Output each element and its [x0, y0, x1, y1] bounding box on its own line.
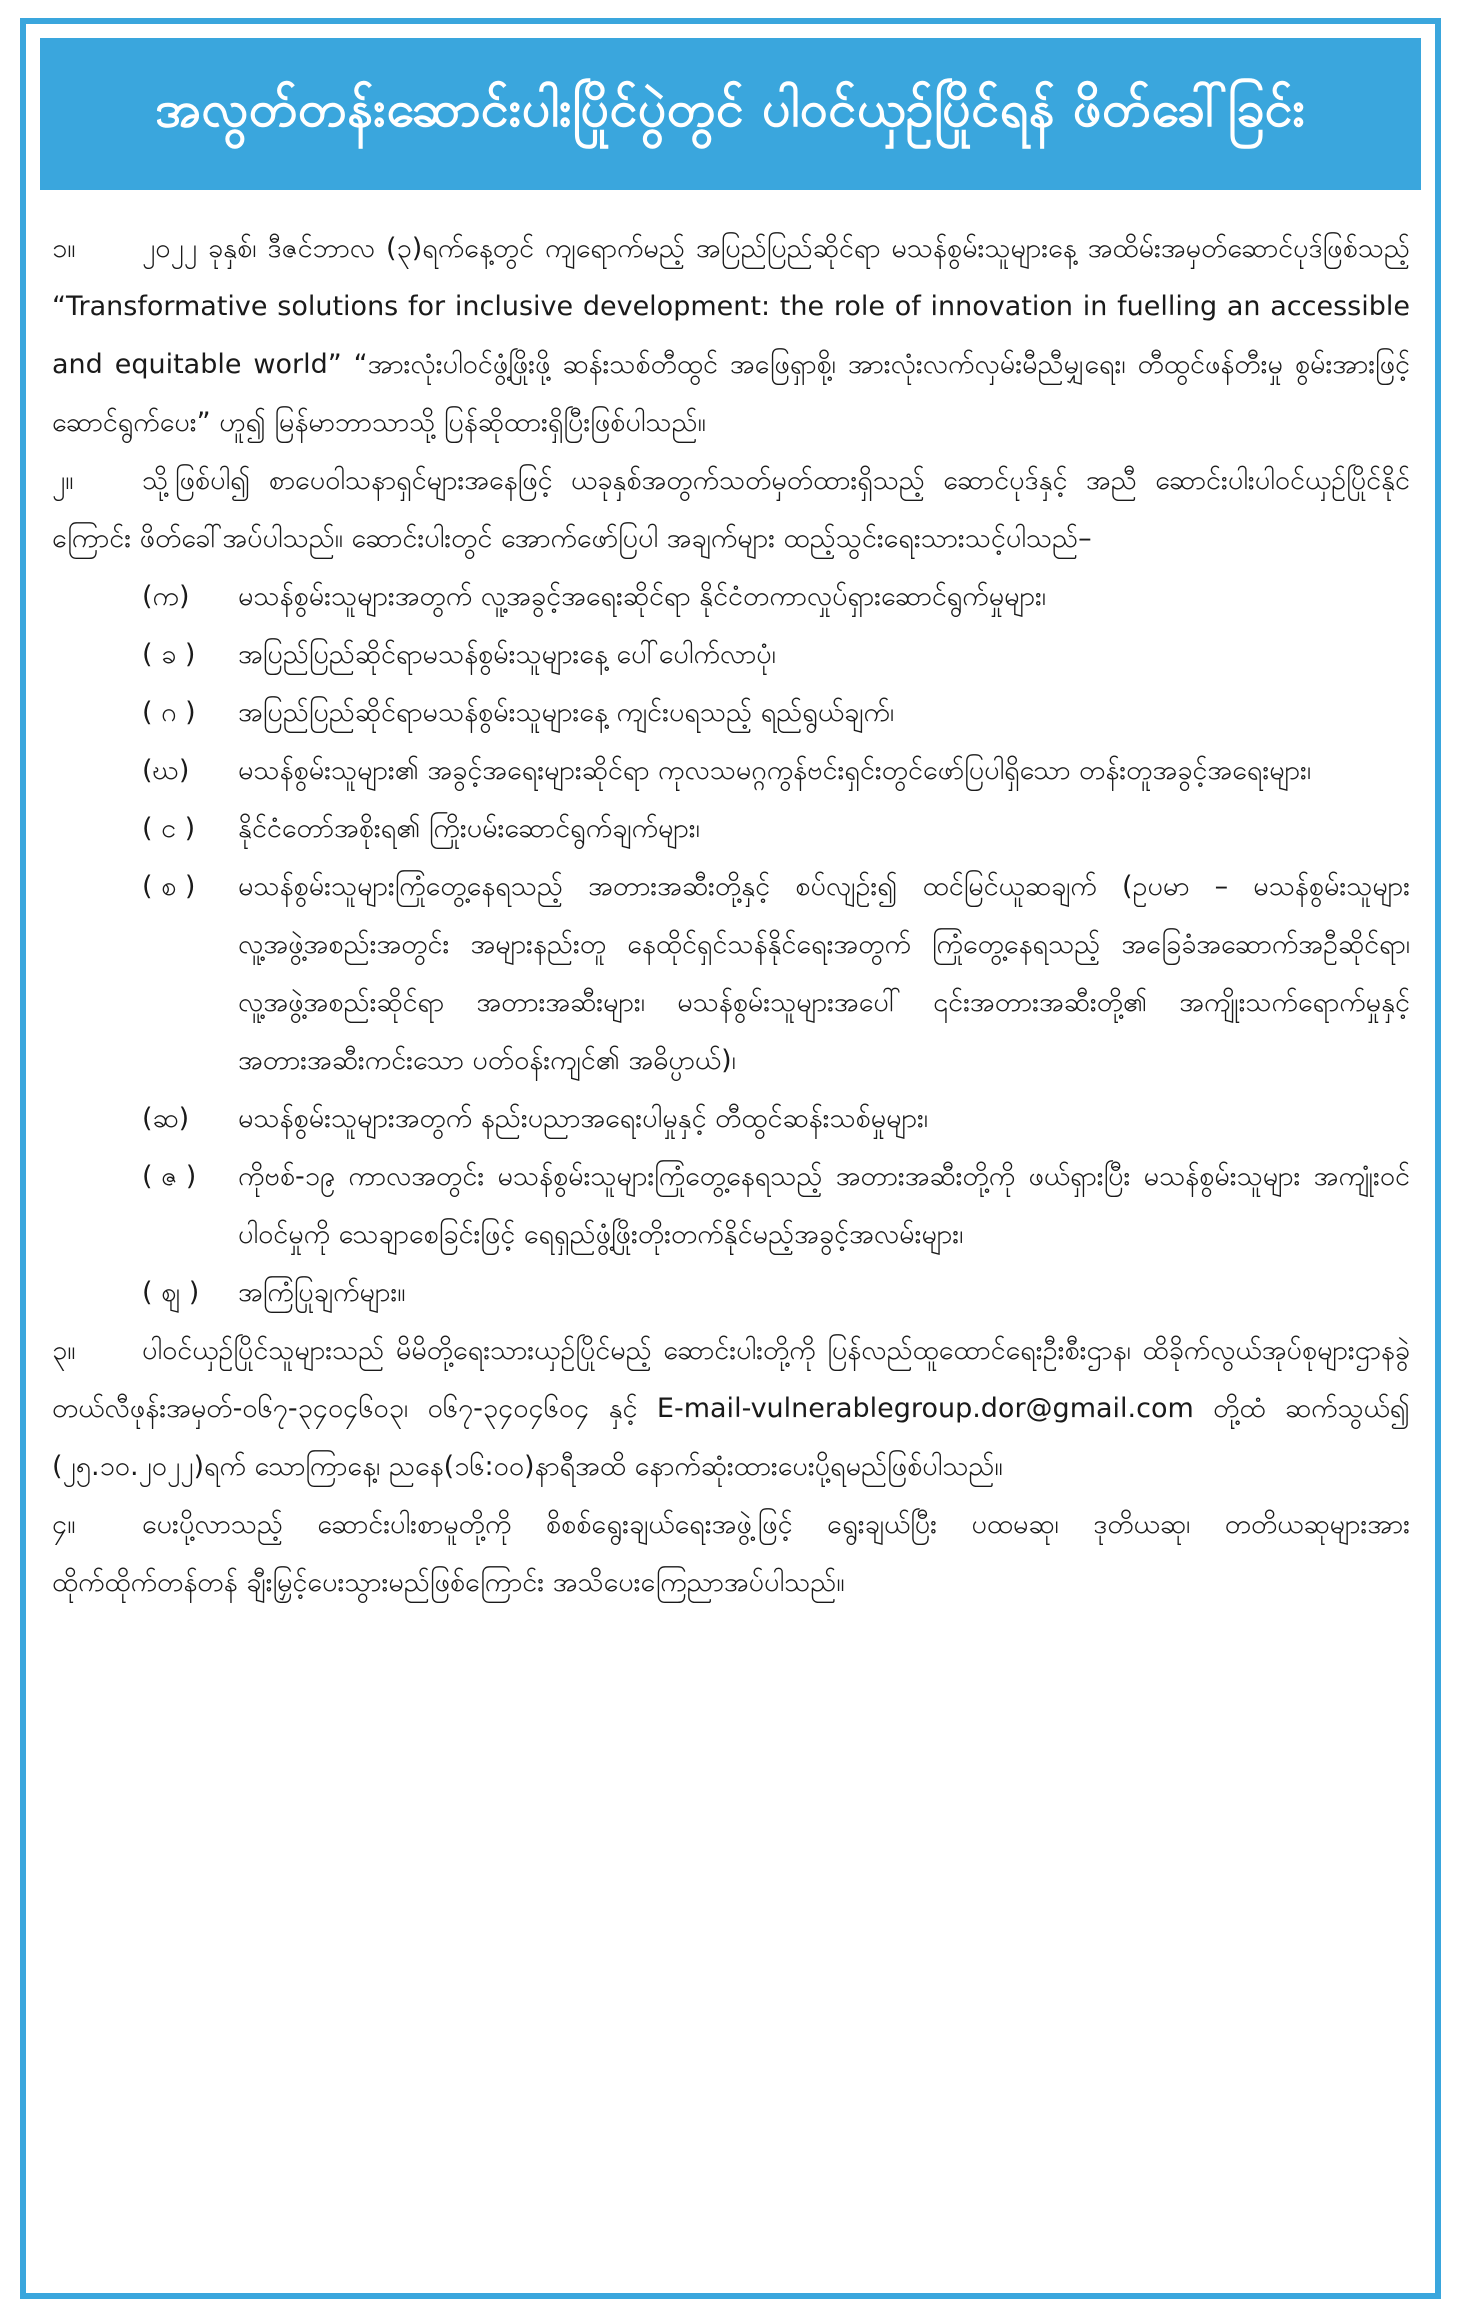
list-item	[142, 1264, 1410, 1322]
paragraph-text: ၂၀၂၂ ခုနှစ်၊ ဒီဇင်ဘာလ (၃)ရက်နေ့တွင် ကျရောက်မည့် အပြည်ပြည်ဆိုင်ရာ မသန်စွမ်းသူများနေ့ အထိမ်းအမှတ်ဆောင်ပုဒ်ဖြစ်သည့် “Transformative solutions for inclusive development: the role of innovation in fuelling an accessible and equitable world” “အားလုံးပါဝင်ဖွံ့ဖြိုးဖို့ ဆန်းသစ်တီထွင် အဖြေရှာစို့၊ အားလုံးလက်လှမ်းမီညီမျှရေး၊ တီထွင်ဖန်တီးမှု စွမ်းအားဖြင့် ဆောင်ရွက်ပေး” ဟူ၍ မြန်မာဘာသာသို့ ပြန်ဆိုထားရှိပြီးဖြစ်ပါသည်။	[52, 233, 1410, 438]
paragraph-number: ၃။	[52, 1335, 76, 1366]
item-text: ကိုဗစ်-၁၉ ကာလအတွင်း မသန်စွမ်းသူများကြုံတွေ့နေရသည့် အတားအဆီးတို့ကို ဖယ်ရှားပြီး မသန်စွမ်းသူများ အကျုံးဝင်ပါဝင်မှုကို သေချာစေခြင်းဖြင့် ရေရှည်ဖွံ့ဖြိုးတိုးတက်နိုင်မည့်အခွင့်အလမ်းများ၊	[238, 1161, 1410, 1250]
paragraph-2	[52, 452, 1410, 568]
paragraph-3	[52, 1322, 1410, 1496]
paragraph-text: သို့ဖြစ်ပါ၍ စာပေဝါသနာရှင်များအနေဖြင့် ယခုနှစ်အတွက်သတ်မှတ်ထားရှိသည့် ဆောင်ပုဒ်နှင့် အညီ ဆောင်းပါးပါဝင်ယှဉ်ပြိုင်နိုင်ကြောင်း ဖိတ်ခေါ်အပ်ပါသည်။ ဆောင်းပါးတွင် အောက်ဖော်ပြပါ အချက်များ ထည့်သွင်းရေးသားသင့်ပါသည်–	[52, 465, 1410, 554]
item-marker: ( ဇ )	[142, 1161, 197, 1192]
paragraph-number: ၁။	[52, 233, 76, 264]
item-marker: ( ဈ )	[142, 1277, 200, 1308]
paragraph-number: ၂။	[52, 465, 74, 496]
paragraph-text: ပေးပို့လာသည့် ဆောင်းပါးစာမူတို့ကို စိစစ်ရွေးချယ်ရေးအဖွဲ့ဖြင့် ရွေးချယ်ပြီး ပထမဆု၊ ဒုတိယဆု၊ တတိယဆုများအား ထိုက်ထိုက်တန်တန် ချီးမြှင့်ပေးသွားမည်ဖြစ်ကြောင်း အသိပေးကြေညာအပ်ပါသည်။	[52, 1509, 1410, 1598]
item-text: အပြည်ပြည်ဆိုင်ရာမသန်စွမ်းသူများနေ့ ကျင်းပရသည့် ရည်ရွယ်ချက်၊	[238, 697, 895, 728]
item-marker: (က)	[142, 581, 190, 612]
item-text: မသန်စွမ်းသူများအတွက် လူ့အခွင့်အရေးဆိုင်ရာ နိုင်ငံတကာလှုပ်ရှားဆောင်ရွက်မှုများ၊	[238, 581, 1047, 612]
item-marker: ( စ )	[142, 871, 196, 902]
paragraph-text: ပါဝင်ယှဉ်ပြိုင်သူများသည် မိမိတို့ရေးသားယှဉ်ပြိုင်မည့် ဆောင်းပါးတို့ကို ပြန်လည်ထူထောင်ရေးဦးစီးဌာန၊ ထိခိုက်လွယ်အုပ်စုများဌာနခွဲ တယ်လီဖုန်းအမှတ်-၀၆၇-၃၄၀၄၆၀၃၊ ၀၆၇-၃၄၀၄၆၀၄ နှင့် E-mail-vulnerablegroup.dor@gmail.com တို့ထံ ဆက်သွယ်၍ (၂၅.၁၀.၂၀၂၂)ရက် သောကြာနေ့၊ ညနေ(၁၆:၀၀)နာရီအထိ နောက်ဆုံးထားပေးပို့ရမည်ဖြစ်ပါသည်။	[52, 1335, 1410, 1482]
list-item	[142, 800, 1410, 858]
item-text: နိုင်ငံတော်အစိုးရ၏ ကြိုးပမ်းဆောင်ရွက်ချက်များ၊	[238, 813, 700, 844]
item-marker: ( ခ )	[142, 639, 196, 670]
page-title: အလွတ်တန်းဆောင်းပါးပြိုင်ပွဲတွင် ပါဝင်ယှဉ်ပြိုင်ရန် ဖိတ်ခေါ်ခြင်း	[155, 79, 1306, 138]
item-text: မသန်စွမ်းသူများအတွက် နည်းပညာအရေးပါမှုနှင့် တီထွင်ဆန်းသစ်မှုများ၊	[238, 1103, 929, 1134]
item-text: အကြံပြုချက်များ။	[238, 1277, 406, 1308]
item-marker: (ဃ)	[142, 755, 190, 786]
announcement-frame	[20, 18, 1441, 2299]
list-item	[142, 742, 1410, 800]
item-marker: (ဆ)	[142, 1103, 190, 1134]
item-marker: ( ဂ )	[142, 697, 196, 728]
announcement-body	[52, 220, 1410, 1612]
list-item	[142, 1148, 1410, 1264]
paragraph-1	[52, 220, 1410, 452]
item-marker: ( င )	[142, 813, 196, 844]
paragraph-4	[52, 1496, 1410, 1612]
list-item	[142, 1090, 1410, 1148]
item-text: မသန်စွမ်းသူများ၏ အခွင့်အရေးများဆိုင်ရာ ကုလသမဂ္ဂကွန်ဗင်းရှင်းတွင်ဖော်ပြပါရှိသော တန်းတူအခွင့်အရေးများ၊	[238, 755, 1312, 786]
list-item	[142, 626, 1410, 684]
topic-list	[52, 568, 1410, 1322]
item-text: မသန်စွမ်းသူများကြုံတွေ့နေရသည့် အတားအဆီးတို့နှင့် စပ်လျဉ်း၍ ထင်မြင်ယူဆချက် (ဥပမာ – မသန်စွမ်းသူများ လူ့အဖွဲ့အစည်းအတွင်း အများနည်းတူ နေထိုင်ရှင်သန်နိုင်ရေးအတွက် ကြုံတွေ့နေရသည့် အခြေခံအဆောက်အဦဆိုင်ရာ၊ လူ့အဖွဲ့အစည်းဆိုင်ရာ အတားအဆီးများ၊ မသန်စွမ်းသူများအပေါ် ၎င်းအတားအဆီးတို့၏ အကျိုးသက်ရောက်မှုနှင့် အတားအဆီးကင်းသော ပတ်ဝန်းကျင်၏ အဓိပ္ပာယ်)၊	[238, 871, 1410, 1076]
list-item	[142, 858, 1410, 1090]
list-item	[142, 568, 1410, 626]
item-text: အပြည်ပြည်ဆိုင်ရာမသန်စွမ်းသူများနေ့ ပေါ်ပေါက်လာပုံ၊	[238, 639, 776, 670]
paragraph-number: ၄။	[52, 1509, 76, 1540]
list-item	[142, 684, 1410, 742]
title-banner	[40, 38, 1421, 190]
